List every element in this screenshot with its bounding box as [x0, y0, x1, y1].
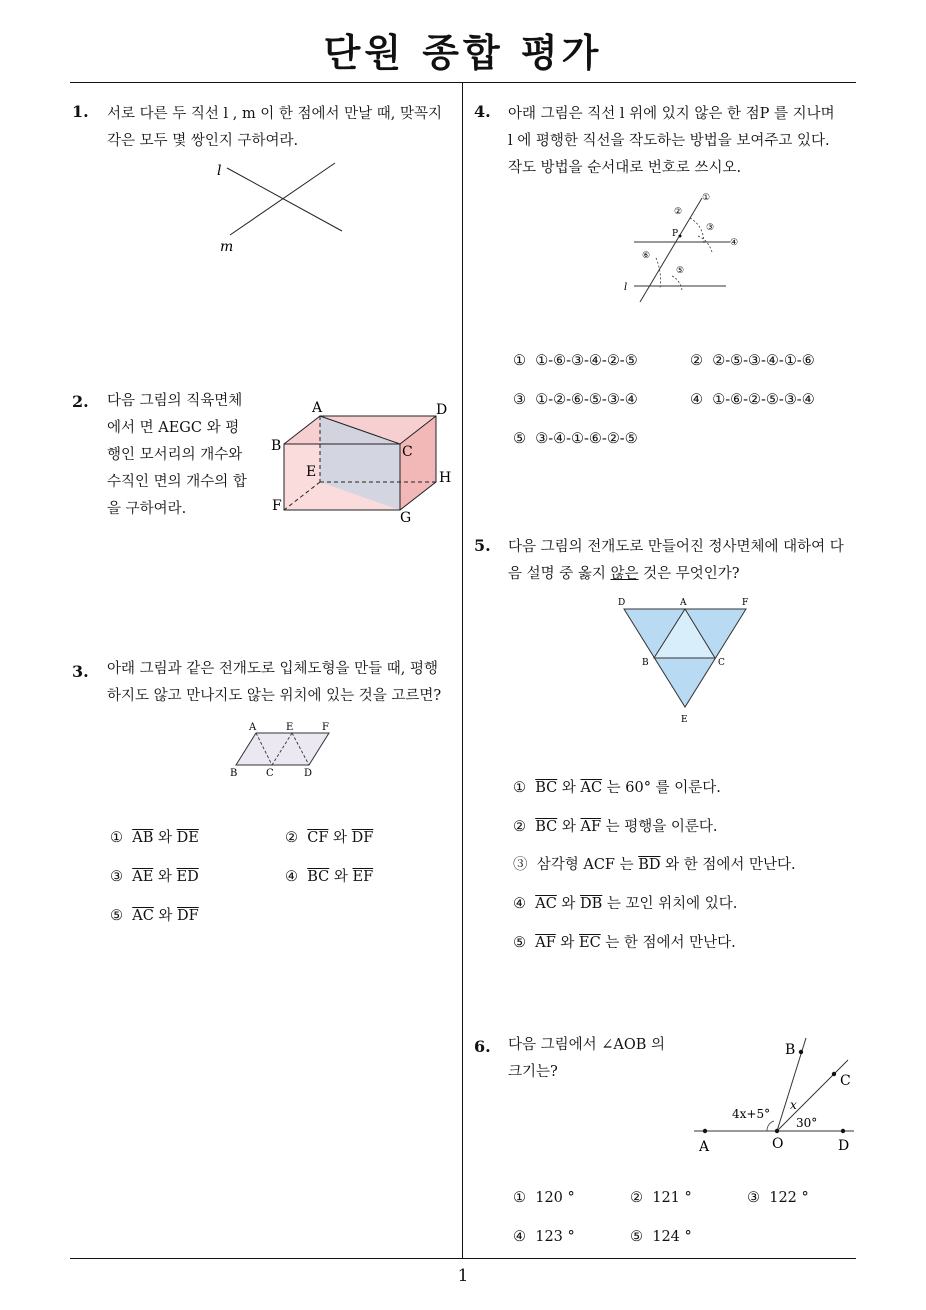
q5-option-5[interactable]: ⑤ $\overline{AF}$ 와 $\overline{EC}$ 는 한 점에서 만난다.: [513, 935, 736, 951]
q6-label-o: O: [772, 1136, 784, 1152]
q6-option-3[interactable]: ③ 122 °: [747, 1190, 809, 1206]
q3-option-5[interactable]: ⑤ $\overline{AC}$ 와 $\overline{DF}$: [110, 908, 199, 924]
q5-text-line1: 다음 그림의 전개도로 만들어진 정사면체에 대하여 다: [508, 539, 844, 555]
q2-label-e: E: [306, 464, 317, 480]
q5-label-e: E: [681, 715, 688, 725]
q6-label-a: A: [699, 1139, 710, 1155]
q2-label-d: D: [436, 402, 448, 418]
q5-option-1[interactable]: ① $\overline{BC}$ 와 $\overline{AC}$ 는 60° 를 이룬다.: [513, 780, 721, 796]
q4-text: [508, 101, 835, 182]
q5-number: 5.: [474, 536, 491, 555]
q1-line-m: [230, 163, 335, 235]
q2-text-line: 행인 모서리의 개수와: [107, 447, 243, 463]
q3-label-c: C: [266, 768, 274, 779]
q6-label-c: C: [840, 1073, 851, 1089]
q6-text-line2: 크기는?: [508, 1064, 558, 1080]
q4-option-5[interactable]: ⑤ ③-④-①-⑥-②-⑤: [513, 431, 638, 447]
q6-option-4[interactable]: ④ 123 °: [513, 1229, 575, 1245]
q6-text: [508, 1032, 665, 1086]
q4-label-l: l: [624, 282, 628, 293]
q5-net-figure: [612, 592, 762, 727]
q3-number: 3.: [72, 662, 89, 681]
q3-label-a: A: [249, 722, 257, 733]
q4-label-1: ①: [702, 193, 711, 203]
q1-line-l: [227, 168, 342, 231]
q5-label-c: C: [718, 658, 725, 668]
q1-text-line2: 각은 모두 몇 쌍인지 구하여라.: [107, 133, 299, 149]
q4-label-2: ②: [674, 207, 683, 217]
q4-label-3: ③: [706, 223, 715, 233]
q4-option-4[interactable]: ④ ①-⑥-②-⑤-③-④: [690, 392, 815, 408]
q6-option-2[interactable]: ② 121 °: [630, 1190, 692, 1206]
q4-option-3[interactable]: ③ ①-②-⑥-⑤-③-④: [513, 392, 638, 408]
q6-angle-label-2: x: [790, 1098, 797, 1112]
q2-label-c: C: [402, 444, 413, 460]
q5-label-b: B: [642, 658, 649, 668]
q5-option-4[interactable]: ④ $\overline{AC}$ 와 $\overline{DB}$ 는 꼬인 위치에 있다.: [513, 896, 738, 912]
q3-text: [107, 656, 441, 710]
q6-number: 6.: [474, 1037, 491, 1056]
q4-option-2[interactable]: ② ②-⑤-③-④-①-⑥: [690, 353, 815, 369]
q5-text: [508, 534, 844, 588]
q4-text-line1: 아래 그림은 직선 l 위에 있지 않은 한 점P 를 지나며: [508, 106, 835, 122]
q4-label-4: ④: [730, 238, 739, 248]
q6-angle-label-1: 4x+5°: [732, 1107, 771, 1121]
q3-label-d: D: [304, 768, 313, 779]
q3-option-4[interactable]: ④ $\overline{BC}$ 와 $\overline{EF}$: [285, 869, 374, 885]
q5-label-a: A: [680, 598, 687, 608]
q2-text-line: 수직인 면의 개수의 합: [107, 474, 247, 490]
q4-number: 4.: [474, 102, 491, 121]
q1-number: 1.: [72, 102, 89, 121]
q6-option-5[interactable]: ⑤ 124 °: [630, 1229, 692, 1245]
q4-text-line3: 작도 방법을 순서대로 번호로 쓰시오.: [508, 160, 742, 176]
q4-label-p: P: [672, 229, 679, 239]
q6-text-line1: 다음 그림에서 ∠AOB 의: [508, 1037, 666, 1053]
q3-text-line2: 하지도 않고 만나지도 않는 위치에 있는 것을 고르면?: [107, 688, 442, 704]
q3-option-1[interactable]: ① $\overline{AB}$ 와 $\overline{DE}$: [110, 830, 199, 846]
q1-figure: [210, 155, 360, 260]
q2-cuboid-figure: [262, 396, 462, 528]
q2-text-line: 다음 그림의 직육면체: [107, 393, 243, 409]
q2-text: [107, 388, 247, 523]
bottom-rule: [70, 1258, 856, 1259]
q2-text-line: 을 구하여라.: [107, 501, 187, 517]
page-number: 1: [457, 1266, 469, 1286]
q5-underlined-word: 않은: [610, 566, 639, 582]
q2-label-b: B: [271, 438, 282, 454]
column-divider: [462, 83, 463, 1259]
q2-label-g: G: [400, 510, 412, 526]
q2-number: 2.: [72, 392, 89, 411]
q4-label-6: ⑥: [642, 251, 651, 261]
q4-option-1[interactable]: ① ①-⑥-③-④-②-⑤: [513, 353, 638, 369]
q1-text-line1: 서로 다른 두 직선 l , m 이 한 점에서 만날 때, 맞꼭지: [107, 106, 443, 122]
q2-label-f: F: [272, 498, 282, 514]
q3-text-line1: 아래 그림과 같은 전개도로 입체도형을 만들 때, 평행: [107, 661, 439, 677]
q5-text-line2: 음 설명 중 옳지 않은 것은 무엇인가?: [508, 566, 740, 582]
q6-label-b: B: [785, 1042, 796, 1058]
q6-angle-label-3: 30°: [796, 1116, 818, 1130]
q3-net-figure: [225, 720, 345, 780]
q5-option-3[interactable]: ③ 삼각형 ACF 는 $\overline{BD}$ 와 한 점에서 만난다.: [513, 857, 796, 873]
q3-label-b: B: [230, 768, 238, 779]
q5-label-f: F: [742, 598, 749, 608]
q2-label-a: A: [312, 400, 323, 416]
top-rule: [70, 82, 856, 83]
q4-construction-figure: [620, 188, 750, 306]
q2-label-h: H: [439, 470, 452, 486]
q3-label-e: E: [286, 722, 294, 733]
q6-label-d: D: [838, 1138, 850, 1154]
q5-label-d: D: [618, 598, 626, 608]
q6-angle-figure: [688, 1036, 856, 1158]
q1-text: [107, 101, 442, 155]
q1-label-l: l: [217, 163, 222, 179]
q1-label-m: m: [220, 239, 234, 255]
q3-label-f: F: [322, 722, 329, 733]
q5-option-2[interactable]: ② $\overline{BC}$ 와 $\overline{AF}$ 는 평행을 이룬다.: [513, 819, 718, 835]
q4-label-5: ⑤: [676, 266, 685, 276]
page-title: 단원 종합 평가: [323, 31, 603, 75]
q3-option-3[interactable]: ③ $\overline{AE}$ 와 $\overline{ED}$: [110, 869, 199, 885]
q2-text-line: 에서 면 AEGC 와 평: [107, 420, 240, 436]
q3-option-2[interactable]: ② $\overline{CF}$ 와 $\overline{DF}$: [285, 830, 374, 846]
q4-text-line2: l 에 평행한 직선을 작도하는 방법을 보여주고 있다.: [508, 133, 830, 149]
q6-option-1[interactable]: ① 120 °: [513, 1190, 575, 1206]
